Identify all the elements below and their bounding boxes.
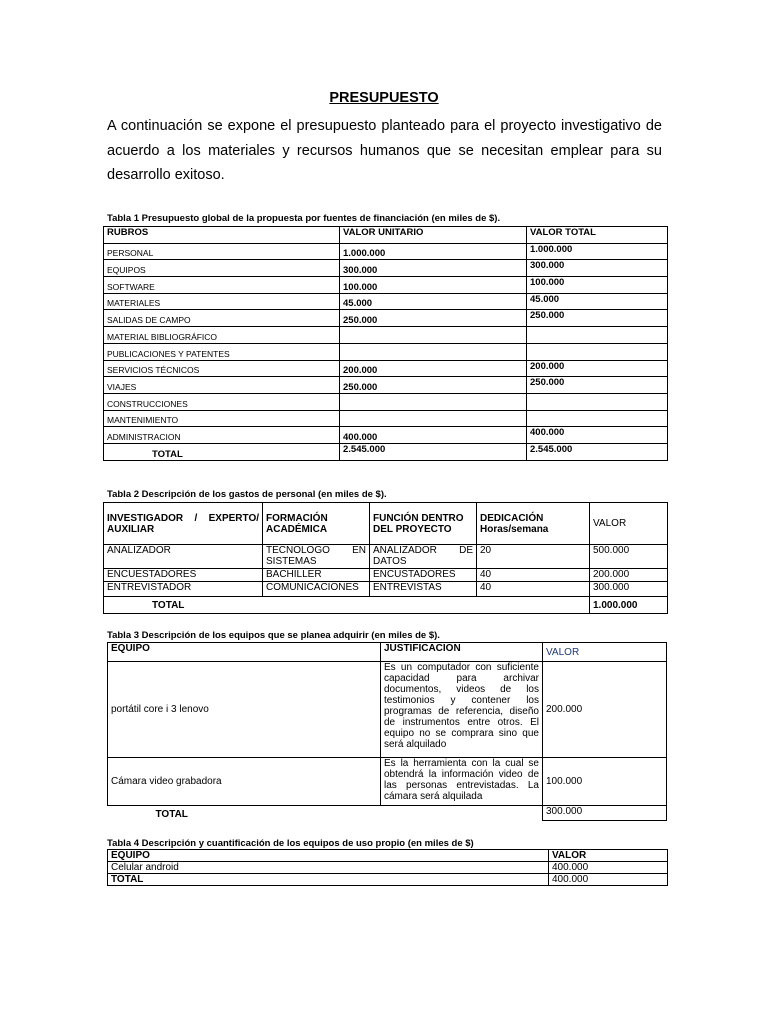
rubro-cell: SOFTWARE <box>104 277 340 294</box>
table2-caption: Tabla 2 Descripción de los gastos de personal (en miles de $). <box>107 489 387 500</box>
valor-total-cell: 200.000 <box>527 360 668 377</box>
rubro-cell: PERSONAL <box>104 243 340 260</box>
valor-unitario-cell: 200.000 <box>340 360 527 377</box>
valor-total-cell: 250.000 <box>527 310 668 327</box>
valor-total-cell <box>527 393 668 410</box>
formacion-cell: BACHILLER <box>263 569 370 582</box>
total-label: TOTAL <box>108 806 543 821</box>
valor-unitario-cell: 300.000 <box>340 260 527 277</box>
total-valor: 1.000.000 <box>590 597 668 614</box>
total-valor-unitario: 2.545.000 <box>340 443 527 460</box>
rubro-cell: MATERIALES <box>104 293 340 310</box>
rubro-cell: CONSTRUCCIONES <box>104 393 340 410</box>
rubro-cell: MATERIAL BIBLIOGRÁFICO <box>104 327 340 344</box>
funcion-cell: ENTREVISTAS <box>370 582 477 597</box>
dedicacion-cell: 20 <box>477 545 590 569</box>
valor-unitario-cell: 250.000 <box>340 310 527 327</box>
rubro-cell: SERVICIOS TÉCNICOS <box>104 360 340 377</box>
valor-unitario-cell <box>340 343 527 360</box>
valor-total-cell: 250.000 <box>527 377 668 394</box>
valor-total-cell: 45.000 <box>527 293 668 310</box>
own-equipment-table <box>107 849 668 886</box>
header-valor: VALOR <box>590 503 668 545</box>
header-investigador: INVESTIGADOR / EXPERTO/ AUXILIAR <box>104 503 263 545</box>
personnel-table <box>103 502 668 614</box>
valor-total-cell: 1.000.000 <box>527 243 668 260</box>
table-row <box>104 343 668 360</box>
justificacion-cell: Es un computador con suficiente capacidad para archivar documentos, videos de los testimonios y contener los programas de referencia, diseño de instrumentos entre otros. El equipo no se comprara sino que será alquilado <box>381 662 543 758</box>
total-valor-total: 2.545.000 <box>527 443 668 460</box>
table-row <box>104 243 668 260</box>
table-row <box>108 662 667 758</box>
table-row <box>104 410 668 427</box>
rubro-cell: SALIDAS DE CAMPO <box>104 310 340 327</box>
valor-cell: 200.000 <box>543 662 667 758</box>
header-formacion: FORMACIÓN ACADÉMICA <box>263 503 370 545</box>
equipment-table <box>107 642 667 821</box>
header-valor-total: VALOR TOTAL <box>527 227 668 244</box>
header-dedicacion: DEDICACIÓN Horas/semana <box>477 503 590 545</box>
table-row <box>104 327 668 344</box>
valor-unitario-cell: 400.000 <box>340 427 527 444</box>
header-funcion: FUNCIÓN DENTRO DEL PROYECTO <box>370 503 477 545</box>
table-header-row <box>104 503 668 545</box>
table-row <box>104 360 668 377</box>
valor-unitario-cell <box>340 327 527 344</box>
dedicacion-cell: 40 <box>477 582 590 597</box>
valor-total-cell: 100.000 <box>527 277 668 294</box>
budget-table <box>103 226 668 461</box>
valor-cell: 200.000 <box>590 569 668 582</box>
valor-total-cell <box>527 410 668 427</box>
investigador-cell: ANALIZADOR <box>104 545 263 569</box>
formacion-cell: TECNOLOGO EN SISTEMAS <box>263 545 370 569</box>
equipo-cell: Celular android <box>108 862 549 874</box>
equipo-cell: Cámara video grabadora <box>108 758 381 806</box>
total-row <box>108 806 667 821</box>
valor-total-cell: 300.000 <box>527 260 668 277</box>
header-valor: VALOR <box>543 643 667 662</box>
header-justificacion: JUSTIFICACION <box>381 643 543 662</box>
valor-cell: 300.000 <box>590 582 668 597</box>
valor-total-cell <box>527 343 668 360</box>
table4-caption: Tabla 4 Descripción y cuantificación de los equipos de uso propio (en miles de $) <box>107 838 474 849</box>
table-row <box>104 545 668 569</box>
funcion-cell: ENCUSTADORES <box>370 569 477 582</box>
table-row <box>104 393 668 410</box>
header-equipo: EQUIPO <box>108 643 381 662</box>
valor-total-cell: 400.000 <box>527 427 668 444</box>
page-title: PRESUPUESTO <box>329 90 439 106</box>
total-valor: 300.000 <box>543 806 667 821</box>
rubro-cell: EQUIPOS <box>104 260 340 277</box>
table-row <box>104 377 668 394</box>
justificacion-cell: Es la herramienta con la cual se obtendrá la información video de las personas entrevistadas. La cámara será alquilada <box>381 758 543 806</box>
table-row <box>104 293 668 310</box>
valor-unitario-cell: 100.000 <box>340 277 527 294</box>
table-row <box>104 310 668 327</box>
table-row <box>104 582 668 597</box>
valor-unitario-cell <box>340 410 527 427</box>
table1-caption: Tabla 1 Presupuesto global de la propuesta por fuentes de financiación (en miles de $). <box>107 213 501 224</box>
rubro-cell: VIAJES <box>104 377 340 394</box>
valor-cell: 500.000 <box>590 545 668 569</box>
table-header-row <box>108 643 667 662</box>
total-valor: 400.000 <box>549 874 668 886</box>
table3-caption: Tabla 3 Descripción de los equipos que se planea adquirir (en miles de $). <box>107 630 440 641</box>
table-row <box>104 260 668 277</box>
investigador-cell: ENCUESTADORES <box>104 569 263 582</box>
rubro-cell: MANTENIMIENTO <box>104 410 340 427</box>
total-label: TOTAL <box>104 443 340 460</box>
total-label: TOTAL <box>104 597 590 614</box>
valor-unitario-cell: 1.000.000 <box>340 243 527 260</box>
table-row <box>104 277 668 294</box>
rubro-cell: PUBLICACIONES Y PATENTES <box>104 343 340 360</box>
table-row <box>104 427 668 444</box>
table-header-row <box>104 227 668 244</box>
header-rubros: RUBROS <box>104 227 340 244</box>
table-row <box>108 862 668 874</box>
funcion-cell: ANALIZADOR DE DATOS <box>370 545 477 569</box>
valor-total-cell <box>527 327 668 344</box>
header-valor-unitario: VALOR UNITARIO <box>340 227 527 244</box>
table-row <box>108 758 667 806</box>
valor-unitario-cell: 45.000 <box>340 293 527 310</box>
equipo-cell: portátil core i 3 lenovo <box>108 662 381 758</box>
table-row <box>104 569 668 582</box>
intro-paragraph: A continuación se expone el presupuesto planteado para el proyecto investigativo de acuerdo a los materiales y recursos humanos que se necesitan emplear para su desarrollo exitoso. <box>107 118 662 183</box>
valor-unitario-cell <box>340 393 527 410</box>
total-row <box>104 597 668 614</box>
valor-cell: 400.000 <box>549 862 668 874</box>
total-row <box>104 443 668 460</box>
rubro-cell: ADMINISTRACION <box>104 427 340 444</box>
dedicacion-cell: 40 <box>477 569 590 582</box>
total-label: TOTAL <box>108 874 549 886</box>
header-valor: VALOR <box>549 850 668 862</box>
valor-unitario-cell: 250.000 <box>340 377 527 394</box>
total-row <box>108 874 668 886</box>
formacion-cell: COMUNICACIONES <box>263 582 370 597</box>
header-equipo: EQUIPO <box>108 850 549 862</box>
table-header-row <box>108 850 668 862</box>
investigador-cell: ENTREVISTADOR <box>104 582 263 597</box>
valor-cell: 100.000 <box>543 758 667 806</box>
